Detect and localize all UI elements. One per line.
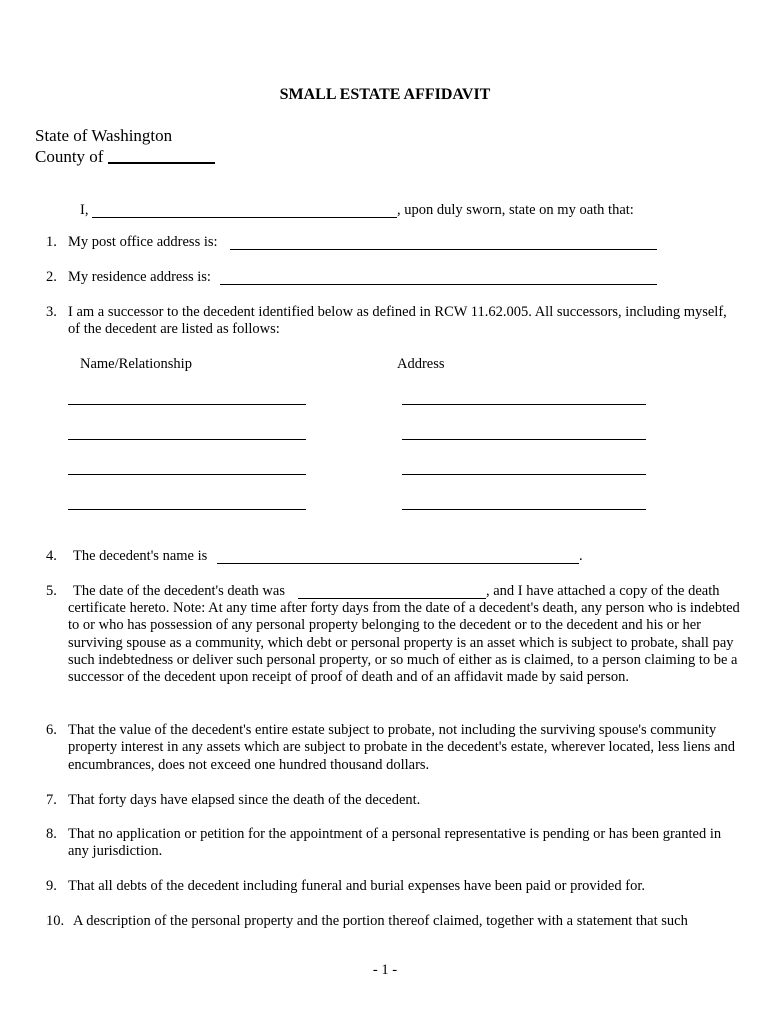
residence-label: My residence address is: (68, 269, 211, 285)
col-header-address: Address (397, 356, 445, 372)
successor-name-blank[interactable] (68, 474, 306, 475)
county-blank[interactable] (108, 162, 215, 164)
item-8-text: That no application or petition for the appointment of a personal representative is pending or has been granted in any jurisdiction. (68, 826, 722, 860)
death-date-suffix: , and I have attached a copy of the death (486, 583, 720, 599)
item-7-text: That forty days have elapsed since the death of the decedent. (68, 792, 421, 808)
item-4-number: 4. (46, 548, 57, 564)
item-6-number: 6. (46, 722, 57, 738)
residence-address-blank[interactable] (220, 284, 657, 285)
death-date-blank[interactable] (298, 598, 486, 599)
item-3-text: I am a successor to the decedent identified below as defined in RCW 11.62.005. All successors, including myself, of the decedent are listed as follows: (68, 304, 727, 338)
item-1-number: 1. (46, 234, 57, 250)
successor-address-blank[interactable] (402, 509, 646, 510)
page-number: - 1 - (372, 962, 398, 978)
document-title: SMALL ESTATE AFFIDAVIT (279, 86, 491, 103)
item-10-number: 10. (46, 913, 65, 929)
successor-name-blank[interactable] (68, 404, 306, 405)
decedent-name-label: The decedent's name is (73, 548, 208, 564)
item-3-number: 3. (46, 304, 57, 320)
item-9-text: That all debts of the decedent including funeral and burial expenses have been paid or provided for. (68, 878, 645, 894)
state-label: State of Washington (35, 126, 173, 145)
successor-address-blank[interactable] (402, 404, 646, 405)
county-label: County of (35, 147, 104, 166)
post-office-address-blank[interactable] (230, 249, 657, 250)
decedent-name-blank[interactable] (217, 563, 579, 564)
item-5-number: 5. (46, 583, 57, 599)
post-office-label: My post office address is: (68, 234, 218, 250)
death-date-label: The date of the decedent's death was (73, 583, 285, 599)
successor-name-blank[interactable] (68, 509, 306, 510)
item-2-number: 2. (46, 269, 57, 285)
successor-name-blank[interactable] (68, 439, 306, 440)
successor-address-blank[interactable] (402, 474, 646, 475)
item-9-number: 9. (46, 878, 57, 894)
decedent-name-period: . (579, 548, 583, 564)
item-10-text: A description of the personal property and the portion thereof claimed, together with a statement that such (73, 913, 688, 929)
oath-prefix: I, (80, 202, 89, 218)
item-5-note: certificate hereto. Note: At any time after forty days from the date of a decedent's death, any person who is indebted to or who has possession of any personal property belonging to the decedent or to the decedent and his or her surviving spouse as a community, which debt or personal property is an asset which is subject to probate, shall pay such indebtedness or deliver such personal property, or so much of either as is claimed, to a person claiming to be a successor of the decedent upon receipt of proof of death and of an affidavit made by said person. (68, 600, 740, 686)
affiant-name-blank[interactable] (92, 217, 397, 218)
item-7-number: 7. (46, 792, 57, 808)
item-8-number: 8. (46, 826, 57, 842)
oath-suffix: , upon duly sworn, state on my oath that: (397, 202, 634, 218)
item-6-text: That the value of the decedent's entire estate subject to probate, not including the surviving spouse's community property interest in any assets which are subject to probate in the decedent's estate, wherever located, less liens and encumbrances, does not exceed one hundred thousand dollars. (68, 722, 735, 773)
successor-address-blank[interactable] (402, 439, 646, 440)
col-header-name: Name/Relationship (80, 356, 192, 372)
